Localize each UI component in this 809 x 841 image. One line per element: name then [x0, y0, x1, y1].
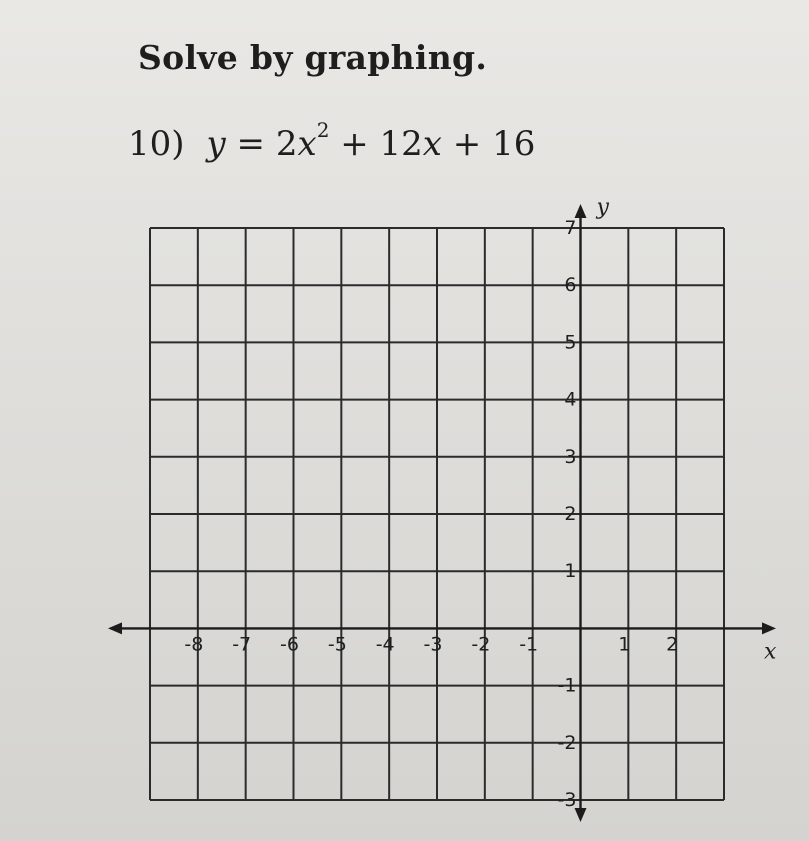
y-tick-label: 1	[564, 560, 577, 583]
equation-equals: = 2	[225, 124, 298, 164]
equation-mid: + 12	[329, 124, 423, 164]
y-tick-label: -2	[557, 731, 577, 754]
x-axis-arrow-left	[108, 622, 122, 634]
y-tick-label: 4	[564, 388, 577, 411]
y-tick-label: 5	[564, 331, 577, 354]
y-tick-label: 7	[564, 217, 577, 239]
equation-tail: + 16	[441, 124, 536, 164]
y-tick-label: -1	[557, 674, 577, 697]
x-tick-label: -8	[184, 633, 204, 656]
y-tick-label: -3	[557, 789, 577, 811]
y-tick-label: 3	[564, 445, 577, 468]
problem-number: 10)	[128, 124, 185, 164]
x-tick-label: -3	[423, 633, 443, 656]
x-tick-label: -6	[280, 633, 299, 656]
x-axis-arrow-right	[762, 622, 776, 634]
x-tick-label: -7	[232, 633, 252, 656]
x-tick-label: -5	[327, 633, 347, 656]
x-tick-labels	[184, 633, 678, 655]
equation-exponent: 2	[316, 118, 330, 142]
y-axis-arrow-up	[575, 204, 587, 218]
x-axis-label: x	[764, 639, 777, 665]
equation-y: y	[206, 124, 226, 164]
y-axis-label: y	[596, 195, 609, 220]
x-tick-label: -2	[471, 633, 491, 656]
x-tick-label: 1	[618, 633, 631, 656]
x-tick-label: 2	[666, 633, 679, 656]
equation-x-squared: x	[297, 124, 317, 164]
y-tick-label: 6	[564, 274, 577, 297]
x-tick-label: -1	[519, 633, 539, 656]
worksheet-heading: Solve by graphing.	[138, 38, 488, 77]
x-tick-label: -4	[375, 633, 395, 656]
y-tick-label: 2	[564, 503, 577, 525]
equation-x: x	[422, 124, 442, 164]
grid-lines	[150, 228, 724, 800]
